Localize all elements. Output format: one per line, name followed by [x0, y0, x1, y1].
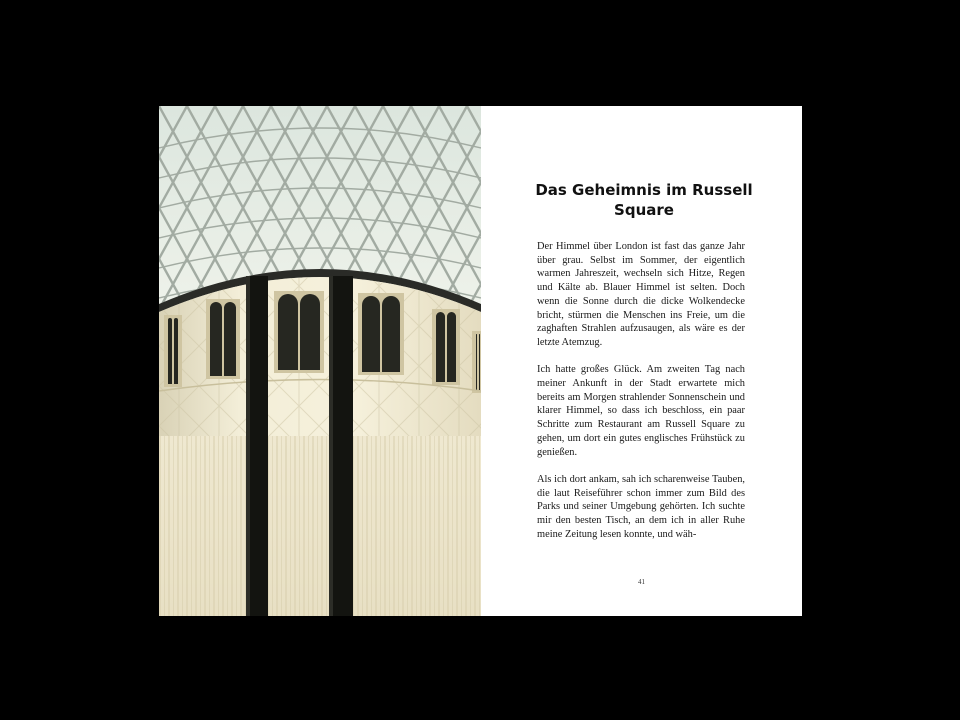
paragraph: Ich hatte großes Glück. Am zweiten Tag nach meiner Ankunft in der Stadt erwartete mich bereits am Morgen strahlender Sonnenschein und klarer Himmel, so dass ich beschloss, ein paar Schritte zum Restaurant am Russell Square zu gehen, um dort ein gutes englisches Frühstück zu genießen.: [537, 364, 745, 458]
paragraph: Der Himmel über London ist fast das ganze Jahr über grau. Selbst im Sommer, der eigentlich warmen Jahreszeit, wechseln sich Hitze, Regen und Kälte ab. Blauer Himmel ist selten. Doch wenn die Sonne durch die dicke Wolkendecke bricht, stürmen die Menschen ins Freie, um die zaghaften Strahlen aufzusaugen, als wäre es der letzte Atemzug.: [537, 241, 745, 348]
photo-page: [159, 106, 481, 616]
page-number: 41: [638, 578, 645, 586]
chapter-title: Das Geheimnis im Russell Square: [535, 181, 753, 219]
paragraph: Als ich dort ankam, sah ich scharenweise Tauben, die laut Reiseführer schon immer zum Bild des Parks und seiner Umgebung gehörten. Ich suchte mir den besten Tisch, an dem ich in aller Ruhe meine Zeitung lesen konnte, und wäh-: [537, 473, 745, 540]
text-page: [481, 106, 802, 616]
book-spread: [159, 106, 802, 616]
body-text: [537, 240, 745, 555]
rotunda-photo: [159, 106, 481, 616]
